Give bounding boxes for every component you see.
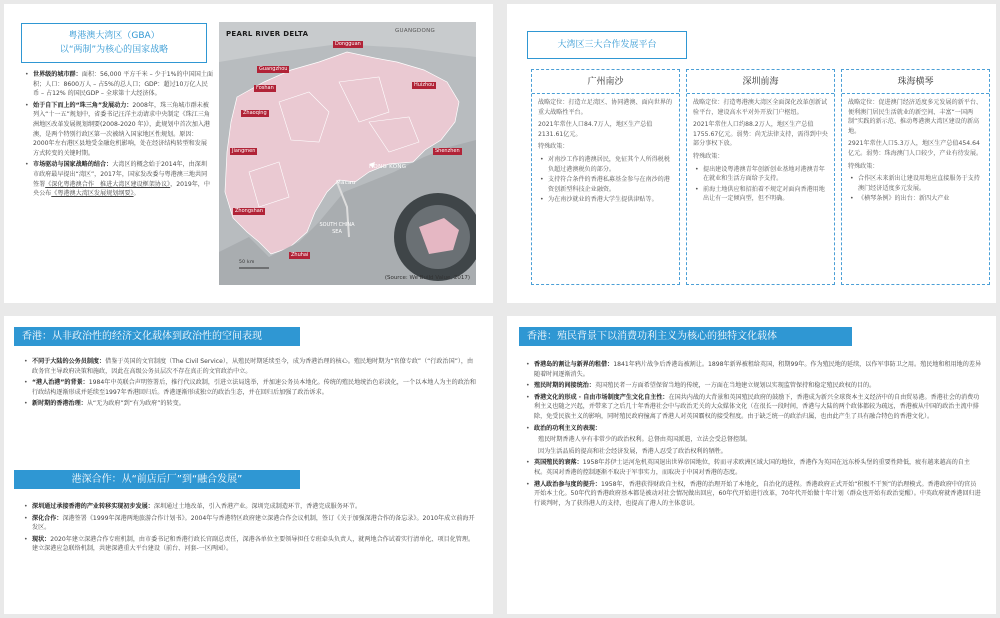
map-label-foshan: Foshan	[256, 85, 274, 91]
map-label-huizhou: Huizhou	[414, 82, 435, 88]
list-item: • 对南沙工作的港澳居民，免征其个人所得税税负超过港澳税负的部分。	[538, 155, 673, 174]
map-label-zhongshan: Zhongshan	[235, 208, 264, 214]
map-label-dongguan: Dongguan	[335, 41, 361, 47]
list-item: • 港人政治参与度的提升：1958年，香港获得财政自主权，香港的治理开始了本地化，自治化的进程。香港政府正式开始“积极不干预”的治理模式。香港政府中的官员开始本土化。50年代的香港政府基本都是被动对社会情况做出回应，60年代开始进行改革，70年代开始做十年计划（群众也开始有政治觉醒）。中英政府就香港回归进行谈判时，为了获得港人的支持，也提高了港人的主体意识。	[524, 480, 982, 509]
map-province-label: GUANGDONG	[395, 28, 436, 34]
gba-bullet-list	[23, 70, 213, 201]
list-item: 殖民时期香港人享有非常少的政治权利。总督由英国派遣，立法会受总督控制。	[538, 436, 752, 444]
platform-name: 广州南沙	[532, 70, 679, 94]
list-item: • 为在南沙就业的香港大学生提供津贴等。	[538, 195, 673, 205]
pearl-river-delta-map	[219, 22, 476, 285]
map-scale: 50 km	[239, 260, 255, 265]
platforms-title: 大湾区三大合作发展平台	[527, 31, 687, 59]
section-banner-hk-culture: 香港：殖民背景下以消费功利主义为核心的独特文化载体	[519, 327, 852, 346]
list-item: • 提出建设粤港澳青年创新创业基地对港澳青年在就业和生活方面给予支持。	[693, 165, 828, 184]
platform-card-qianhai: 深圳前海 战略定位：打造粤港澳大湾区全面深化改革创新试验平台，建设高水平对外开放门户枢纽。 2021年常住人口约88.2万人，地区生产总值1755.67亿元。弱势：尚无法律支持，需得到中央部分事权下放。 特殊政策： • 提出建设粤港澳青年创新创业基地对港澳青年在就业和生活方面给予支持。 • 前海土地供应和招拍着不规定对面向香港用地出让有一定倾向型，但不明确。	[686, 69, 835, 285]
gba-title-line1: 粤港澳大湾区（GBA）	[68, 31, 160, 41]
platform-card-hengqin: 珠海横琴 战略定位：促进澳门经济适度多元发展的新平台、便利澳门居民生活就业的新空间、丰富“一国两制”实践的新示范、推动粤港澳大湾区建设的新高地。 2921年常住人口5.3万人，地区生产总值454.64亿元。弱势：珠海澳门人口较少，产业有待发展。 特殊政策： • 合作区未来新出让建设用地应直接服务于支持澳门经济适度多元发展。 • 《横琴条例》的出台：新四大产业	[841, 69, 990, 285]
list-item: • 英国殖民的衰落：1958年苏伊士运河危机英国退出世界帝国地位，转而寻求欧洲区域大国的地位，香港作为英国在远东桥头堡的重要性降低，疲有越来越高的自主权。英国对香港的控制逐渐不取决于军事实力，而取决于中国对香港的态度。	[524, 458, 982, 477]
hk-sz-list	[22, 502, 477, 556]
map-label-zhaoqing: Zhaoqing	[243, 110, 267, 116]
gba-title-line2: 以“两制”为核心的国家战略	[59, 45, 169, 55]
map-label-shenzhen: Shenzhen	[435, 148, 460, 154]
hk-culture-list	[524, 360, 982, 510]
list-item: • 世界级的城市群：面积：56,000 平方千米 – 少于1%的中国国土面积；人口：8600万人 – 占5%的总人口；GDP：超过10万亿人民币 – 占12% 的国民GDP – 全球第十大经济体。	[23, 70, 213, 99]
list-item: • 前海土地供应和招拍着不规定对面向香港用地出让有一定倾向型，但不明确。	[693, 185, 828, 204]
map-label-hongkong: HONG KONG	[369, 164, 407, 170]
hk-politics-list	[22, 357, 477, 411]
list-item: • 市场驱动与国家战略的结合：大湾区的概念始于2014年，由深圳市政府最早提出“湾区”，2017年，国家发改委与粤港澳三地共同签署《深化粤港澳合作 推进大湾区建设框架协议》，2019年，中央公布《粤港澳大湾区发展规划纲要》。	[23, 160, 213, 198]
list-item: • 深化合作：深港签署《1999年深港两地旅游合作计划书》。2004年与香港特区政府建立深港合作会议机制，签订《关于加强深港合作的备忘录》。2010年成立前海开发区。	[22, 514, 477, 533]
list-item: 因为生活品质的提高和社会经济发展，香港人忍受了政治权利的牺牲。	[538, 447, 727, 455]
map-sea-label: SOUTH CHINA SEA	[319, 222, 355, 235]
map-title: PEARL RIVER DELTA	[226, 30, 309, 38]
map-label-guangzhou: Guangzhou	[259, 66, 288, 72]
section-banner-hk-politics: 香港：从非政治性的经济文化载体到政治性的空间表现	[14, 327, 300, 346]
map-label-jiangmen: Jiangmen	[232, 148, 256, 154]
list-item: • 殖民时期的间接统治：英国殖民者一方面希望保留当地的传统，一方面在当地建立规划以实现监管保持和稳定殖民政权的目的。	[524, 381, 982, 391]
list-item: • 新时期的香港治理：从“无为政府”到“有为政府”的转变。	[22, 399, 477, 409]
list-item: • 政治的功利主义的表现：	[524, 424, 982, 434]
list-item: • “港人治港”的背景：1984年中英联合声明签署后，推行代议政制，引进立法局选举，并加速公务员本地化。传统的殖民地统治色彩淡化，一个以本地人为主的政治和行政结构逐渐形成并延续至1997年香港回归后。香港逐渐形成独立的政治生态，并在回归后加强了政治诉求。	[22, 378, 477, 397]
map-label-macau: Macau	[336, 180, 356, 186]
list-item: • 合作区未来新出让建设用地应直接服务于支持澳门经济适度多元发展。	[848, 174, 983, 193]
list-item: • 《横琴条例》的出台：新四大产业	[848, 194, 983, 204]
list-item: • 深圳通过承接香港的产业转移实现初步发展：深圳通过土地改革，引入香港产业。深圳完成制造环节，香港完成服务环节。	[22, 502, 477, 512]
platform-name: 珠海横琴	[842, 70, 989, 94]
outline-plan-link[interactable]: 《粤港澳大湾区发展规划纲要》	[51, 190, 134, 198]
gba-title-box	[21, 23, 207, 63]
list-item: • 不同于大陆的公务员制度：借鉴于英国的文官制度（The Civil Service），从殖民时期延续至今，成为香港治理的核心。殖民地时期为“官僚专政”（“行政治国”），由政务官主导政府决策和施政，因此在高级公务员层次不存在真正的文官政治中立。	[22, 357, 477, 376]
platform-card-nansha: 广州南沙 战略定位：打造立足湾区、协同港澳、面向世界的重大战略性平台。 2021年常住人口84.7万人，地区生产总值2131.61亿元。 特殊政策： • 对南沙工作的港澳居民，免征其个人所得税税负超过港澳税负的部分。 • 支持符合条件的香港私募基金参与在南沙的港资创新型科技企业融资。 • 为在南沙就业的香港大学生提供津贴等。	[531, 69, 680, 285]
list-item: • 香港岛的割让与新界的租借：1841年鸦片战争后香港岛被割让。1898年新界被租给英国，租期99年。作为殖民地的延续，以作军事防卫之用。殖民地和租用地的差异随着时间逐渐消失。	[524, 360, 982, 379]
section-banner-hk-sz: 港深合作：从“前店后厂”到“融合发展”	[14, 470, 300, 489]
list-item: • 现状：2020年建立深港合作专班机制，由市委书记和香港行政长官副总责任，深港各单位主要领导担任专班牵头负责人，就两地合作试着实行清单化、项目化管理。建立深港应急联络机制，共建深港重大平台建设（前台、河套-一区两园）。	[22, 535, 477, 554]
list-item: • 支持符合条件的香港私募基金参与在南沙的港资创新型科技企业融资。	[538, 175, 673, 194]
list-item: • 始于自下而上的“珠三角”发展动力：2008年，珠三角城市群未被列入“十一五”规划中，省委书记汪洋主动请求中央制定《珠江三角洲地区改革发展规划纲要(2008-2020 年)》，此规划中首次加入港澳，是两个特别行政区第一次被纳入国家地区性规划。原因：2000年左右港区县地受金融危机影响，处在经济结构转型和发展方式转变的关键时期。	[23, 101, 213, 159]
platform-name: 深圳前海	[687, 70, 834, 94]
map-label-zhuhai: Zhuhai	[291, 252, 309, 258]
list-item: • 香港文化的形成 · 自由市场制度产生文化自主性：在国共内战的大背景和英国殖民政府的鼓励下，香港成为新兴全球资本主义经济中的自由贸易港。香港社会的消费功利主义也随之兴起，并带来了之后几十年香港社会中与政治无关的大众媒体文化（在很长一段时间，香港与大陆的两个政体都较为疏远，香港被从中国的政治主流中排除，免受民族主义的影响，同时殖民政府撞离了香港人对英国霸权的接受程度。由于缺乏统一的政治归属，也由此产生了具有融合特色的香港文化）。	[524, 393, 982, 422]
map-source: (Source: We Build Value, 2017)	[384, 275, 470, 281]
agreement-link[interactable]: 《深化粤港澳合作 推进大湾区建设框架协议》	[45, 180, 171, 188]
